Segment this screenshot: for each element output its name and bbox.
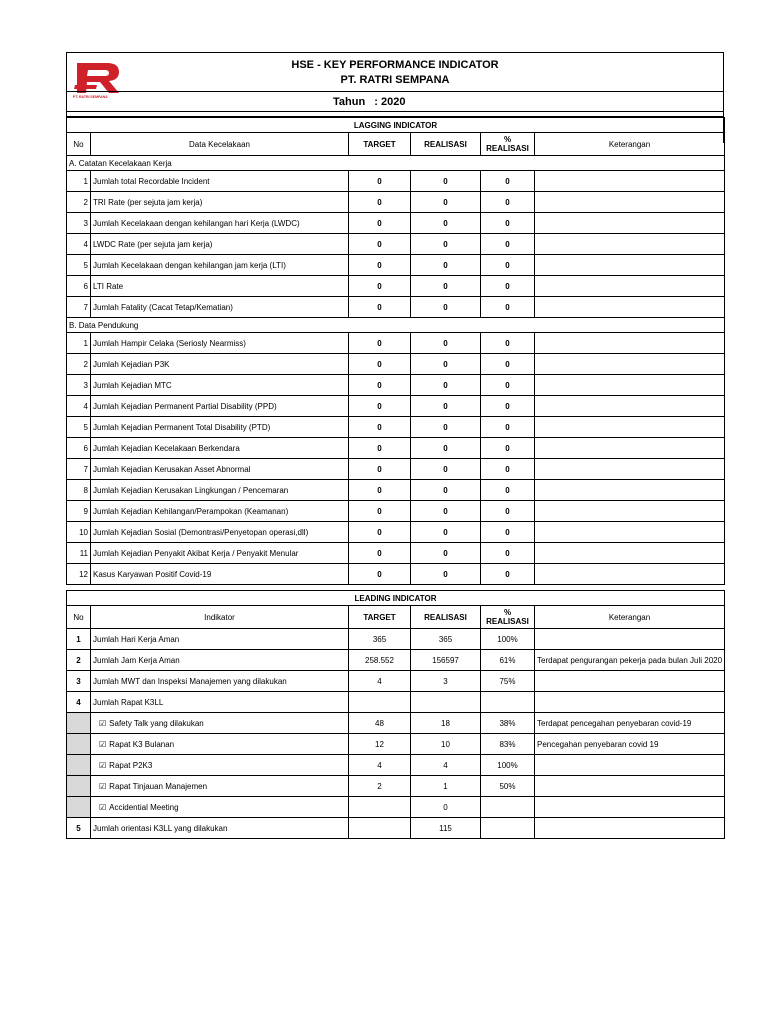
sub-indicator-row: [67, 734, 725, 755]
row-number: 2: [67, 192, 91, 213]
row-target: 0: [349, 417, 411, 438]
row-keterangan: [535, 818, 725, 839]
row-label: Jumlah Kecelakaan dengan kehilangan jam kerja (LTI): [91, 255, 349, 276]
row-keterangan: [535, 213, 725, 234]
row-number: 7: [67, 297, 91, 318]
row-keterangan: [535, 671, 725, 692]
report-year: [333, 96, 405, 108]
col-pct: % REALISASI: [481, 606, 535, 629]
row-label-text: Safety Talk yang dilakukan: [109, 718, 204, 728]
row-label: Jumlah Kejadian Penyakit Akibat Kerja / Penyakit Menular: [91, 543, 349, 564]
table-row: [67, 396, 725, 417]
header-divider: [67, 116, 723, 117]
checkbox-checked-icon: ☑: [99, 739, 107, 749]
row-realisasi: 0: [411, 234, 481, 255]
report-title: HSE - KEY PERFORMANCE INDICATOR: [291, 59, 499, 71]
col-keterangan: Keterangan: [535, 606, 725, 629]
table-row: [67, 671, 725, 692]
checkbox-checked-icon: ☑: [99, 718, 107, 728]
row-number: 6: [67, 438, 91, 459]
row-realisasi: 18: [411, 713, 481, 734]
logo-caption: PT. RATRI SEMPANA: [73, 95, 108, 99]
row-number: 2: [67, 354, 91, 375]
row-pct: 0: [481, 480, 535, 501]
row-pct: 0: [481, 171, 535, 192]
row-pct: 0: [481, 255, 535, 276]
table-row: [67, 255, 725, 276]
table-row: [67, 438, 725, 459]
row-realisasi: 3: [411, 671, 481, 692]
row-label: Jumlah Kejadian Sosial (Demontrasi/Penyetopan operasi,dll): [91, 522, 349, 543]
company-name: PT. RATRI SEMPANA: [340, 74, 450, 86]
row-number: 1: [67, 629, 91, 650]
row-realisasi: 0: [411, 543, 481, 564]
row-label: [91, 671, 349, 692]
row-pct: 0: [481, 417, 535, 438]
section-a-label: A. Catatan Kecelakaan Kerja: [67, 156, 725, 171]
row-keterangan: [535, 501, 725, 522]
table-row: [67, 333, 725, 354]
row-number: 7: [67, 459, 91, 480]
row-pct: 0: [481, 276, 535, 297]
sub-indicator-row: [67, 713, 725, 734]
row-realisasi: 0: [411, 564, 481, 585]
row-number: 3: [67, 213, 91, 234]
row-target: 0: [349, 213, 411, 234]
col-target: TARGET: [349, 606, 411, 629]
row-pct: 0: [481, 564, 535, 585]
row-keterangan: Terdapat pengurangan pekerja pada bulan Juli 2020: [535, 650, 725, 671]
row-keterangan: [535, 755, 725, 776]
row-target: [349, 797, 411, 818]
row-number: [67, 776, 91, 797]
row-realisasi: 0: [411, 438, 481, 459]
row-label: Jumlah Kejadian Kerusakan Asset Abnormal: [91, 459, 349, 480]
row-target: 0: [349, 522, 411, 543]
row-number: 1: [67, 333, 91, 354]
row-label: LTI Rate: [91, 276, 349, 297]
row-realisasi: 156597: [411, 650, 481, 671]
row-number: 8: [67, 480, 91, 501]
row-realisasi: 0: [411, 333, 481, 354]
table-row: [67, 818, 725, 839]
row-pct: 0: [481, 543, 535, 564]
row-keterangan: [535, 234, 725, 255]
row-pct: 0: [481, 501, 535, 522]
row-label: Jumlah Kejadian Kerusakan Lingkungan / Pencemaran: [91, 480, 349, 501]
checkbox-checked-icon: ☑: [99, 781, 107, 791]
row-target: 0: [349, 297, 411, 318]
row-label-text: Jumlah Hari Kerja Aman: [93, 634, 180, 644]
row-realisasi: 1: [411, 776, 481, 797]
row-keterangan: [535, 297, 725, 318]
row-target: 365: [349, 629, 411, 650]
row-keterangan: [535, 480, 725, 501]
row-label-text: Jumlah Jam Kerja Aman: [93, 655, 180, 665]
table-row: [67, 354, 725, 375]
table-row: [67, 375, 725, 396]
row-target: 12: [349, 734, 411, 755]
table-row: [67, 629, 725, 650]
row-number: 4: [67, 234, 91, 255]
row-number: 11: [67, 543, 91, 564]
lagging-table: [66, 117, 725, 585]
row-realisasi: 0: [411, 171, 481, 192]
row-target: 0: [349, 480, 411, 501]
row-target: 4: [349, 671, 411, 692]
table-row: [67, 417, 725, 438]
section-b-label: B. Data Pendukung: [67, 318, 725, 333]
row-keterangan: [535, 564, 725, 585]
row-label: Jumlah Kejadian Kehilangan/Perampokan (Keamanan): [91, 501, 349, 522]
row-target: [349, 818, 411, 839]
table-row: [67, 171, 725, 192]
row-label: Kasus Karyawan Positif Covid-19: [91, 564, 349, 585]
row-number: 12: [67, 564, 91, 585]
row-label: Jumlah Fatality (Cacat Tetap/Kematian): [91, 297, 349, 318]
row-pct: 100%: [481, 629, 535, 650]
table-row: [67, 650, 725, 671]
row-label: Jumlah Kejadian Permanent Total Disability (PTD): [91, 417, 349, 438]
row-label: Jumlah Kejadian Permanent Partial Disability (PPD): [91, 396, 349, 417]
row-number: [67, 713, 91, 734]
row-target: 0: [349, 171, 411, 192]
row-realisasi: 0: [411, 375, 481, 396]
table-row: [67, 501, 725, 522]
row-realisasi: [411, 692, 481, 713]
row-target: 258.552: [349, 650, 411, 671]
row-label-text: Rapat P2K3: [109, 760, 153, 770]
row-label: TRI Rate (per sejuta jam kerja): [91, 192, 349, 213]
row-target: 0: [349, 396, 411, 417]
row-realisasi: 4: [411, 755, 481, 776]
row-target: 0: [349, 234, 411, 255]
table-row: [67, 234, 725, 255]
year-value: : 2020: [374, 96, 406, 108]
row-realisasi: 0: [411, 459, 481, 480]
checkbox-checked-icon: ☑: [99, 802, 107, 812]
row-pct: 100%: [481, 755, 535, 776]
row-label: [91, 650, 349, 671]
table-row: [67, 522, 725, 543]
table-row: [67, 692, 725, 713]
row-keterangan: [535, 354, 725, 375]
row-keterangan: [535, 276, 725, 297]
row-keterangan: [535, 692, 725, 713]
row-label: Jumlah Kejadian MTC: [91, 375, 349, 396]
header-divider: [67, 111, 723, 112]
row-target: 0: [349, 375, 411, 396]
row-pct: 50%: [481, 776, 535, 797]
row-target: 2: [349, 776, 411, 797]
row-label-text: Jumlah Rapat K3LL: [93, 697, 164, 707]
row-pct: [481, 818, 535, 839]
row-number: 3: [67, 671, 91, 692]
row-target: 0: [349, 438, 411, 459]
row-number: 5: [67, 255, 91, 276]
col-keterangan: Keterangan: [535, 133, 725, 156]
table-row: [67, 480, 725, 501]
row-target: 0: [349, 333, 411, 354]
row-keterangan: [535, 417, 725, 438]
row-number: 5: [67, 417, 91, 438]
row-label-text: Accidential Meeting: [109, 802, 179, 812]
row-label: [91, 734, 349, 755]
row-label-text: Rapat Tinjauan Manajemen: [109, 781, 208, 791]
row-label: [91, 713, 349, 734]
row-label: Jumlah total Recordable Incident: [91, 171, 349, 192]
col-no: No: [67, 133, 91, 156]
row-keterangan: [535, 255, 725, 276]
row-pct: 0: [481, 375, 535, 396]
row-realisasi: 0: [411, 501, 481, 522]
row-target: 4: [349, 755, 411, 776]
row-keterangan: [535, 396, 725, 417]
row-realisasi: 0: [411, 213, 481, 234]
row-number: 4: [67, 692, 91, 713]
row-number: 9: [67, 501, 91, 522]
row-target: [349, 692, 411, 713]
row-pct: [481, 692, 535, 713]
report-header: [66, 52, 724, 143]
row-number: 2: [67, 650, 91, 671]
row-keterangan: Pencegahan penyebaran covid 19: [535, 734, 725, 755]
row-pct: 0: [481, 438, 535, 459]
leading-title: LEADING INDICATOR: [67, 591, 725, 606]
row-number: 6: [67, 276, 91, 297]
row-target: 0: [349, 192, 411, 213]
row-realisasi: 0: [411, 297, 481, 318]
sub-indicator-row: [67, 776, 725, 797]
row-keterangan: [535, 459, 725, 480]
row-number: 10: [67, 522, 91, 543]
table-row: [67, 297, 725, 318]
row-keterangan: [535, 192, 725, 213]
row-label: [91, 755, 349, 776]
row-pct: 0: [481, 297, 535, 318]
row-pct: 0: [481, 213, 535, 234]
row-number: 3: [67, 375, 91, 396]
row-target: 0: [349, 255, 411, 276]
row-number: [67, 734, 91, 755]
row-pct: [481, 797, 535, 818]
row-label: [91, 692, 349, 713]
col-pct: % REALISASI: [481, 133, 535, 156]
table-row: [67, 543, 725, 564]
row-keterangan: [535, 375, 725, 396]
sub-indicator-row: [67, 755, 725, 776]
lagging-title: LAGGING INDICATOR: [67, 118, 725, 133]
leading-table: [66, 590, 725, 839]
row-label: Jumlah Kejadian Kecelakaan Berkendara: [91, 438, 349, 459]
row-number: [67, 755, 91, 776]
col-no: No: [67, 606, 91, 629]
row-target: 0: [349, 501, 411, 522]
row-label: Jumlah Kejadian P3K: [91, 354, 349, 375]
row-keterangan: [535, 333, 725, 354]
row-target: 0: [349, 276, 411, 297]
row-realisasi: 365: [411, 629, 481, 650]
row-label: [91, 818, 349, 839]
row-label: [91, 776, 349, 797]
row-realisasi: 0: [411, 522, 481, 543]
row-target: 48: [349, 713, 411, 734]
row-keterangan: [535, 629, 725, 650]
row-realisasi: 0: [411, 255, 481, 276]
row-label: LWDC Rate (per sejuta jam kerja): [91, 234, 349, 255]
row-pct: 83%: [481, 734, 535, 755]
row-realisasi: 0: [411, 192, 481, 213]
row-realisasi: 0: [411, 797, 481, 818]
col-data: Data Kecelakaan: [91, 133, 349, 156]
table-row: [67, 276, 725, 297]
row-keterangan: [535, 543, 725, 564]
kpi-sheet: [66, 52, 724, 839]
row-target: 0: [349, 543, 411, 564]
checkbox-checked-icon: ☑: [99, 760, 107, 770]
row-realisasi: 0: [411, 417, 481, 438]
row-pct: 75%: [481, 671, 535, 692]
table-row: [67, 192, 725, 213]
header-divider: [67, 91, 723, 92]
table-row: [67, 213, 725, 234]
table-row: [67, 459, 725, 480]
row-pct: 0: [481, 459, 535, 480]
row-keterangan: [535, 776, 725, 797]
row-target: 0: [349, 354, 411, 375]
row-keterangan: [535, 171, 725, 192]
row-number: 5: [67, 818, 91, 839]
row-realisasi: 10: [411, 734, 481, 755]
col-indikator: Indikator: [91, 606, 349, 629]
row-label: Jumlah Hampir Celaka (Seriosly Nearmiss): [91, 333, 349, 354]
row-realisasi: 0: [411, 354, 481, 375]
row-pct: 0: [481, 192, 535, 213]
row-label: [91, 797, 349, 818]
row-keterangan: [535, 438, 725, 459]
col-realisasi: REALISASI: [411, 133, 481, 156]
row-pct: 0: [481, 396, 535, 417]
row-number: 1: [67, 171, 91, 192]
row-keterangan: Terdapat pencegahan penyebaran covid-19: [535, 713, 725, 734]
row-label-text: Jumlah MWT dan Inspeksi Manajemen yang dilakukan: [93, 676, 287, 686]
col-realisasi: REALISASI: [411, 606, 481, 629]
row-pct: 0: [481, 234, 535, 255]
row-target: 0: [349, 459, 411, 480]
row-label: [91, 629, 349, 650]
row-realisasi: 0: [411, 276, 481, 297]
row-keterangan: [535, 522, 725, 543]
row-label-text: Rapat K3 Bulanan: [109, 739, 175, 749]
year-label: Tahun: [333, 96, 366, 108]
row-keterangan: [535, 797, 725, 818]
sub-indicator-row: [67, 797, 725, 818]
row-label-text: Jumlah orientasi K3LL yang dilakukan: [93, 823, 228, 833]
row-pct: 61%: [481, 650, 535, 671]
row-target: 0: [349, 564, 411, 585]
row-realisasi: 0: [411, 396, 481, 417]
row-pct: 38%: [481, 713, 535, 734]
col-target: TARGET: [349, 133, 411, 156]
row-realisasi: 0: [411, 480, 481, 501]
row-pct: 0: [481, 354, 535, 375]
row-pct: 0: [481, 333, 535, 354]
row-number: 4: [67, 396, 91, 417]
row-realisasi: 115: [411, 818, 481, 839]
row-label: Jumlah Kecelakaan dengan kehilangan hari Kerja (LWDC): [91, 213, 349, 234]
row-pct: 0: [481, 522, 535, 543]
row-number: [67, 797, 91, 818]
table-row: [67, 564, 725, 585]
